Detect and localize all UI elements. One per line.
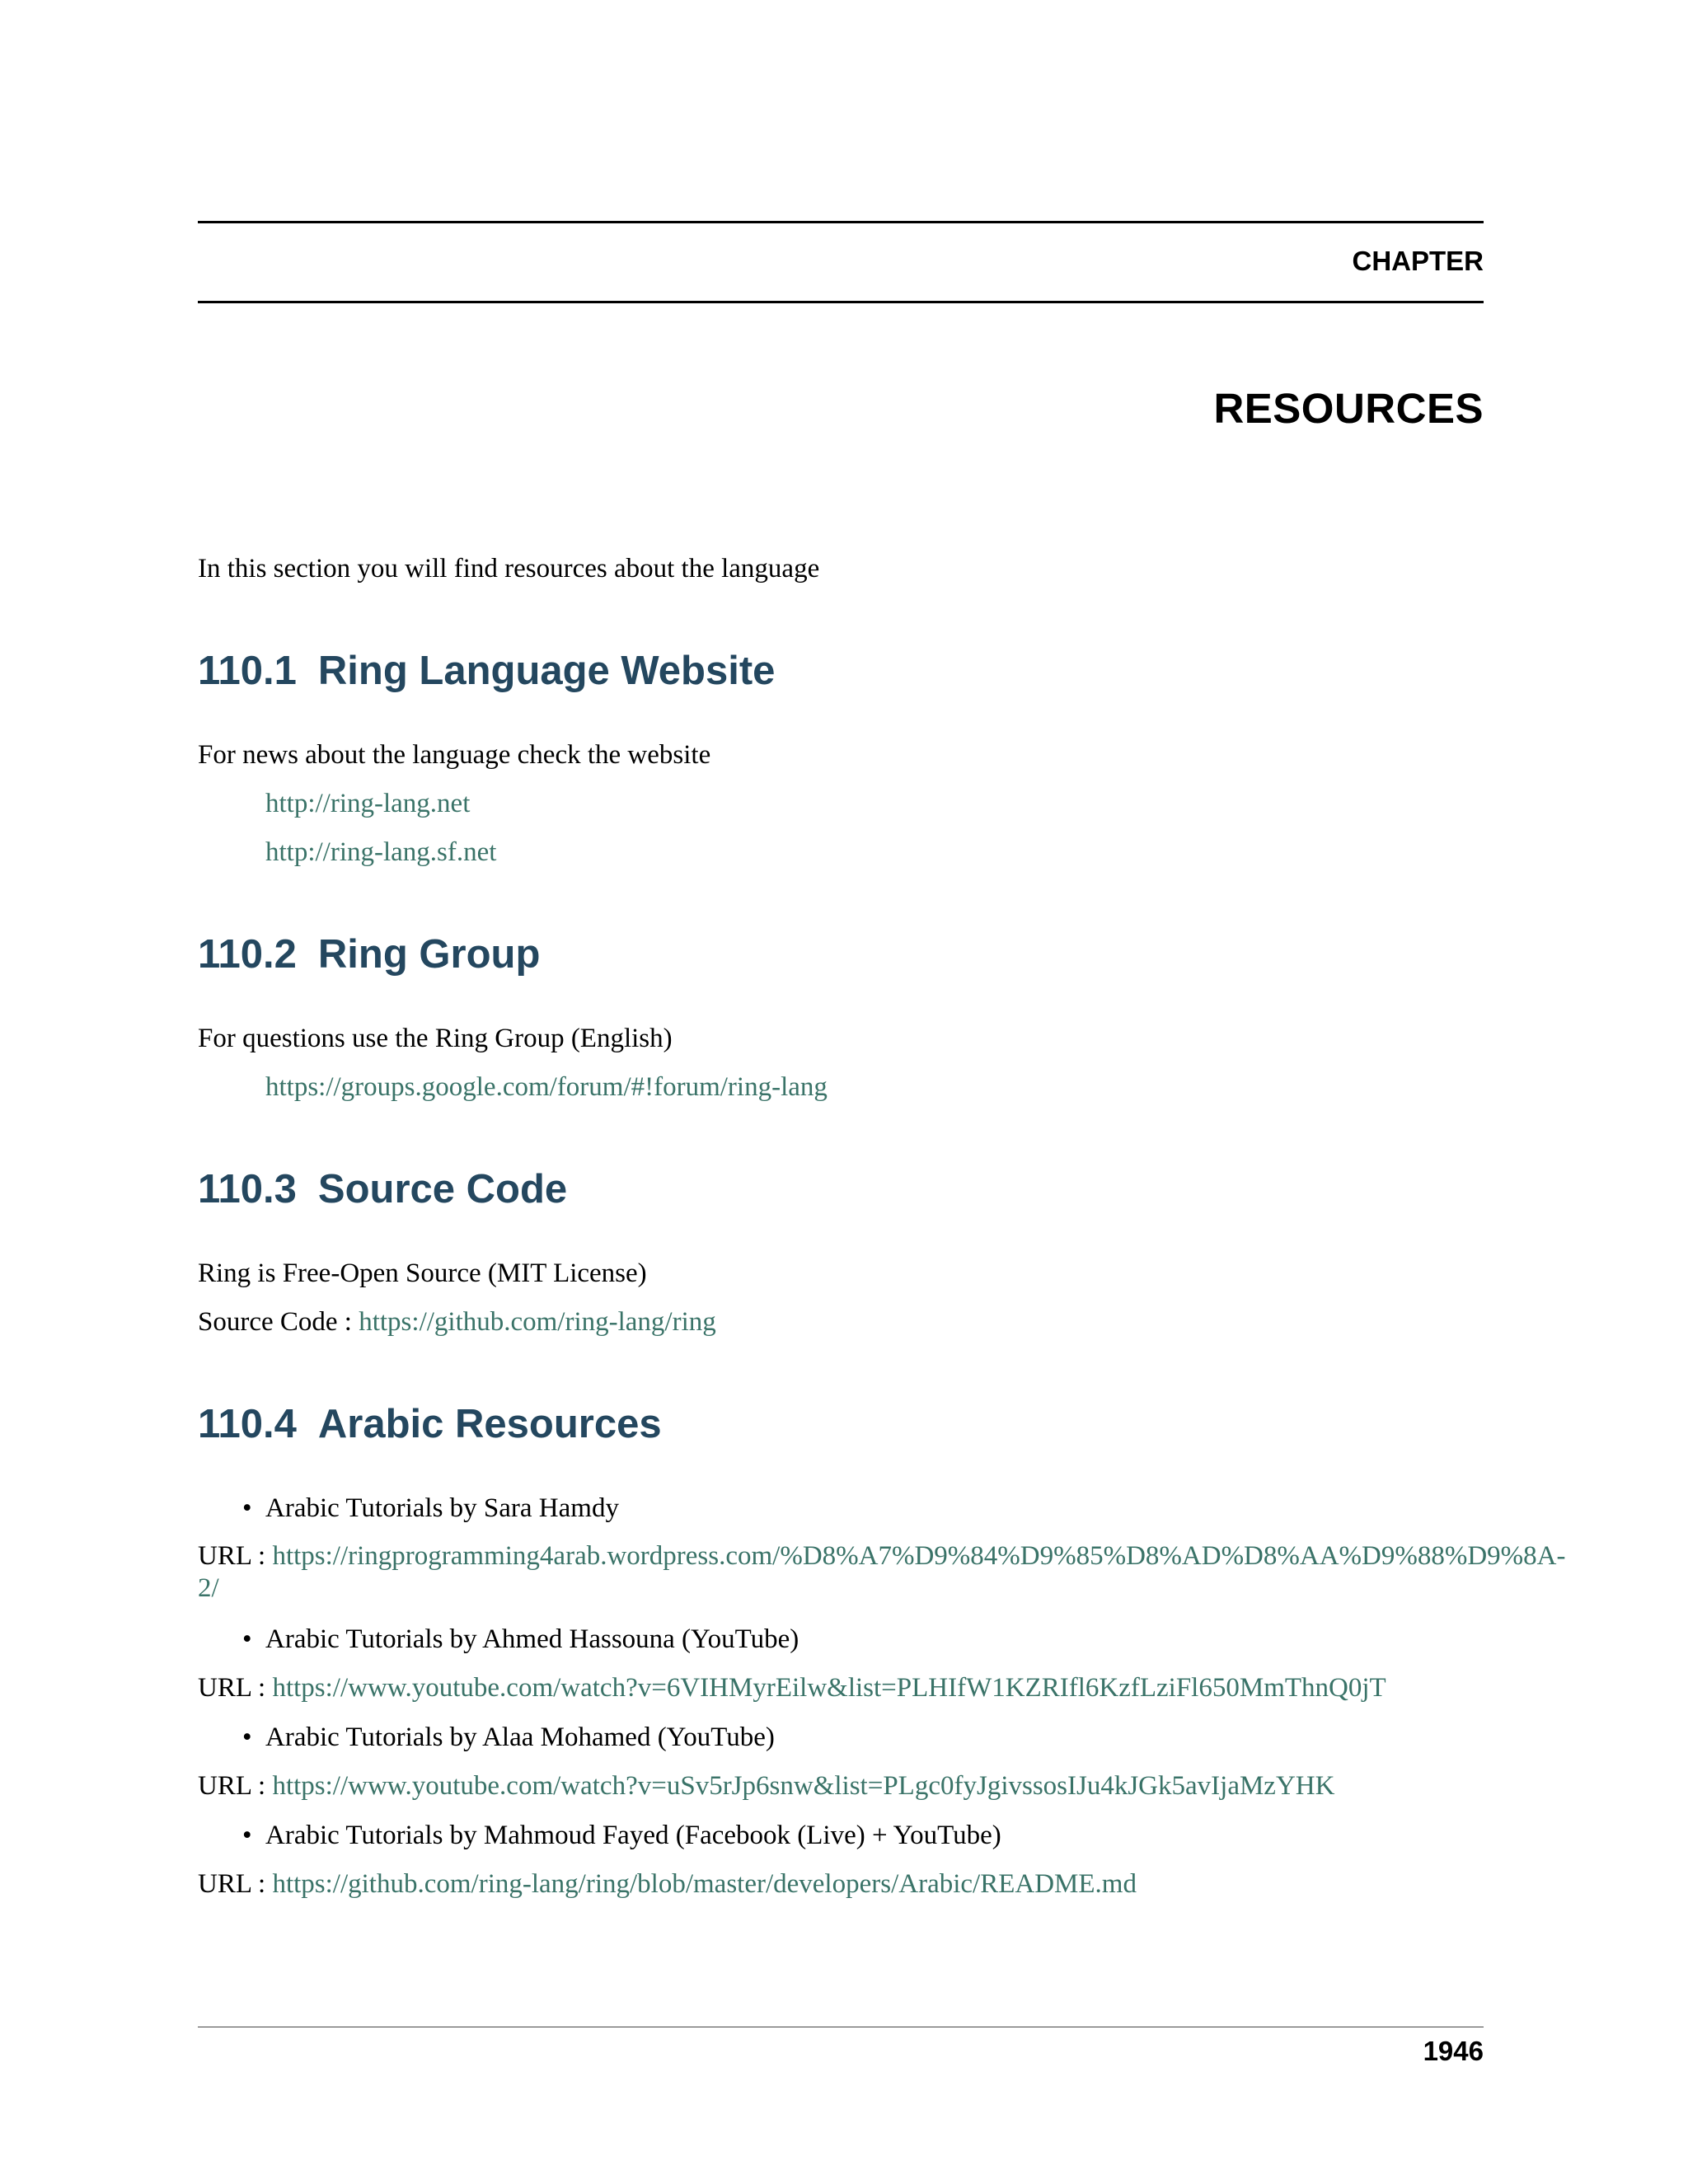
url-link[interactable]: https://www.youtube.com/watch?v=uSv5rJp6snw&list=PLgc0fyJgivssosIJu4kJGk5avIjaMzYHK xyxy=(272,1771,1335,1801)
section-title: Ring Group xyxy=(317,932,541,977)
url-label: URL : xyxy=(198,1541,266,1571)
url-link[interactable]: https://ringprogramming4arab.wordpress.com/%D8%A7%D9%84%D9%85%D8%AD%D8%AA%D9%88%D9%8A-2/ xyxy=(198,1541,1566,1603)
section-title: Ring Language Website xyxy=(317,649,776,693)
license-paragraph: Ring is Free-Open Source (MIT License) xyxy=(198,1258,647,1288)
url-label: URL : xyxy=(198,1869,266,1899)
chapter-title: RESOURCES xyxy=(1213,385,1484,432)
section-number: 110.3 xyxy=(198,1167,297,1212)
source-code-line xyxy=(198,1307,716,1338)
url-line xyxy=(198,1869,1137,1900)
bullet-icon: • xyxy=(242,1821,252,1850)
url-line xyxy=(198,1771,1334,1802)
url-label: URL : xyxy=(198,1771,266,1801)
section-heading-website xyxy=(198,648,775,694)
url-link[interactable]: https://github.com/ring-lang/ring/blob/master/developers/Arabic/README.md xyxy=(272,1869,1137,1899)
bullet-icon: • xyxy=(242,1722,252,1752)
section-number: 110.2 xyxy=(198,932,297,977)
chapter-top-rule xyxy=(198,221,1484,223)
list-item: • Arabic Tutorials by Ahmed Hassouna (YouTube) xyxy=(242,1624,799,1654)
url-line xyxy=(198,1673,1386,1704)
bullet-icon: • xyxy=(242,1624,252,1654)
website-paragraph: For news about the language check the website xyxy=(198,740,711,770)
website-link-1[interactable]: http://ring-lang.net xyxy=(265,789,471,818)
group-paragraph: For questions use the Ring Group (English) xyxy=(198,1024,673,1053)
list-item: • Arabic Tutorials by Alaa Mohamed (YouTube) xyxy=(242,1722,775,1752)
section-heading-source-code xyxy=(198,1166,567,1212)
list-item: • Arabic Tutorials by Mahmoud Fayed (Facebook (Live) + YouTube) xyxy=(242,1821,1001,1850)
intro-paragraph: In this section you will find resources about the language xyxy=(198,554,820,583)
section-heading-arabic xyxy=(198,1401,662,1447)
section-number: 110.4 xyxy=(198,1402,297,1446)
chapter-bottom-rule xyxy=(198,301,1484,303)
section-title: Source Code xyxy=(317,1167,568,1212)
website-link-2[interactable]: http://ring-lang.sf.net xyxy=(265,837,497,867)
chapter-label: CHAPTER xyxy=(1352,246,1484,276)
page-number: 1946 xyxy=(1423,2036,1484,2066)
source-code-label: Source Code : xyxy=(198,1307,352,1337)
section-heading-group xyxy=(198,931,540,977)
url-label: URL : xyxy=(198,1673,266,1703)
bullet-icon: • xyxy=(242,1493,252,1523)
section-title: Arabic Resources xyxy=(317,1402,662,1446)
url-link[interactable]: https://www.youtube.com/watch?v=6VIHMyrEilw&list=PLHIfW1KZRIfl6KzfLziFl650MmThnQ0jT xyxy=(272,1673,1386,1703)
source-code-link[interactable]: https://github.com/ring-lang/ring xyxy=(359,1307,716,1337)
section-number: 110.1 xyxy=(198,649,297,693)
list-item: • Arabic Tutorials by Sara Hamdy xyxy=(242,1493,619,1523)
url-line xyxy=(198,1540,1576,1605)
group-link[interactable]: https://groups.google.com/forum/#!forum/ring-lang xyxy=(265,1072,828,1102)
